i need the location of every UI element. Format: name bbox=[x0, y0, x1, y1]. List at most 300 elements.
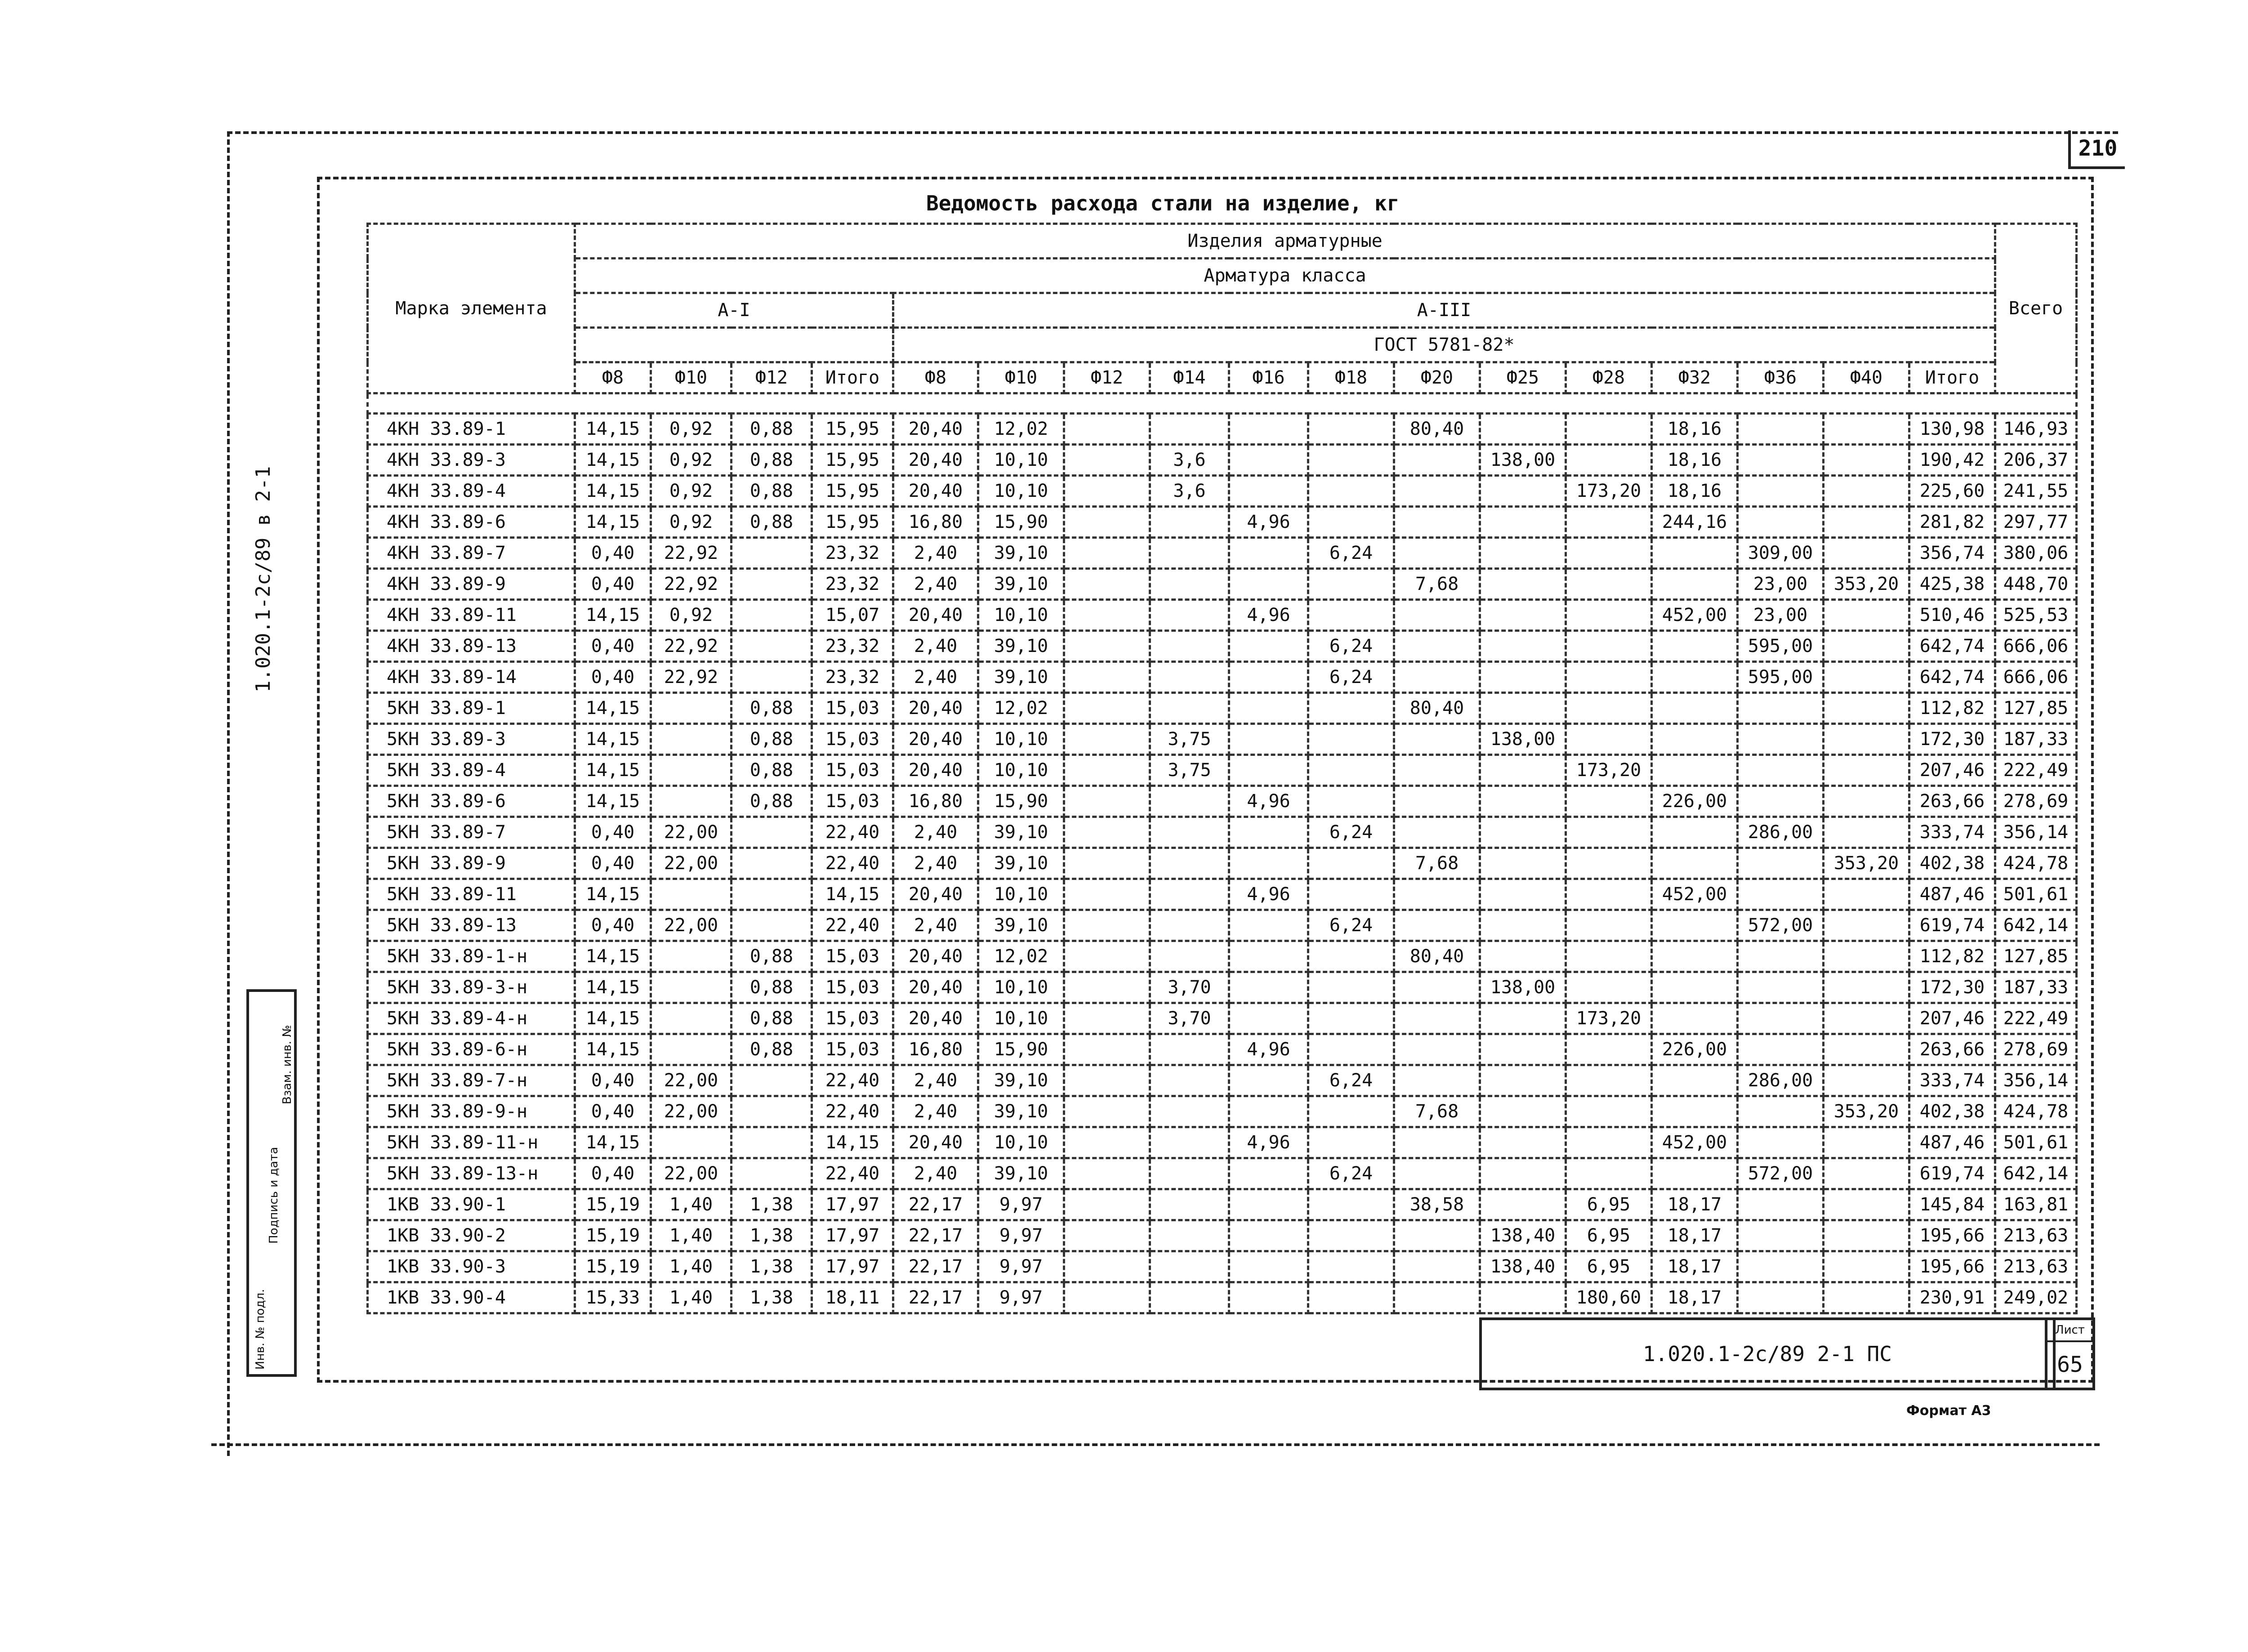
table-cell: 22,17 bbox=[893, 1251, 978, 1282]
table-cell bbox=[1652, 910, 1738, 941]
table-cell: 15,19 bbox=[575, 1251, 651, 1282]
table-cell bbox=[1064, 1034, 1150, 1065]
table-cell bbox=[1229, 724, 1308, 755]
table-cell bbox=[1064, 445, 1150, 476]
col-header-a3-2: Ф12 bbox=[1064, 362, 1150, 393]
table-cell: 39,10 bbox=[978, 1158, 1064, 1189]
title-block-code: 1.020.1-2с/89 2-1 ПС bbox=[1479, 1317, 2056, 1390]
table-cell bbox=[1308, 1189, 1394, 1220]
table-cell: 10,10 bbox=[978, 972, 1064, 1003]
table-cell: 18,11 bbox=[812, 1282, 893, 1313]
table-cell bbox=[731, 538, 812, 569]
table-cell: 9,97 bbox=[978, 1189, 1064, 1220]
table-cell: 249,02 bbox=[1995, 1282, 2077, 1313]
table-cell bbox=[651, 879, 731, 910]
table-cell bbox=[1229, 755, 1308, 786]
table-cell bbox=[1308, 1096, 1394, 1127]
table-cell: 7,68 bbox=[1394, 569, 1480, 600]
table-cell bbox=[1480, 569, 1566, 600]
cell-mark: 5КН 33.89-11-н bbox=[368, 1127, 575, 1158]
table-cell bbox=[1394, 1003, 1480, 1034]
table-cell: 207,46 bbox=[1909, 1003, 1995, 1034]
table-cell bbox=[1394, 476, 1480, 507]
table-cell: 17,97 bbox=[812, 1251, 893, 1282]
table-cell: 425,38 bbox=[1909, 569, 1995, 600]
table-cell bbox=[1229, 848, 1308, 879]
table-cell: 138,00 bbox=[1480, 445, 1566, 476]
side-document-code: 1.020.1-2с/89 в 2-1 bbox=[252, 466, 275, 692]
table-cell bbox=[1738, 879, 1824, 910]
table-cell: 18,16 bbox=[1652, 445, 1738, 476]
table-cell bbox=[1394, 538, 1480, 569]
table-row bbox=[368, 1158, 2077, 1189]
table-cell bbox=[1150, 1158, 1229, 1189]
table-cell bbox=[1824, 1034, 1909, 1065]
table-cell: 10,10 bbox=[978, 445, 1064, 476]
table-cell bbox=[1738, 972, 1824, 1003]
table-cell: 20,40 bbox=[893, 1003, 978, 1034]
table-cell bbox=[1652, 662, 1738, 693]
table-cell: 3,75 bbox=[1150, 755, 1229, 786]
table-cell: 14,15 bbox=[575, 414, 651, 445]
table-cell bbox=[1652, 724, 1738, 755]
table-cell: 356,14 bbox=[1995, 817, 2077, 848]
table-cell: 263,66 bbox=[1909, 786, 1995, 817]
stamp-label-signature: Подпись и дата bbox=[267, 1147, 281, 1244]
table-cell bbox=[1150, 1282, 1229, 1313]
col-header-a3-6: Ф20 bbox=[1394, 362, 1480, 393]
table-cell bbox=[1566, 600, 1652, 631]
table-cell: 173,20 bbox=[1566, 1003, 1652, 1034]
col-header-a3-11: Ф40 bbox=[1824, 362, 1909, 393]
table-cell: 356,14 bbox=[1995, 1065, 2077, 1096]
table-cell: 0,88 bbox=[731, 445, 812, 476]
table-cell: 0,40 bbox=[575, 538, 651, 569]
table-cell: 642,14 bbox=[1995, 1158, 2077, 1189]
stamp-label-inv: Инв. № подл. bbox=[254, 1289, 267, 1370]
table-cell bbox=[1229, 445, 1308, 476]
table-cell bbox=[1394, 1251, 1480, 1282]
table-cell: 15,95 bbox=[812, 476, 893, 507]
table-cell: 0,88 bbox=[731, 941, 812, 972]
table-cell: 80,40 bbox=[1394, 693, 1480, 724]
table-cell bbox=[1229, 817, 1308, 848]
table-cell: 15,03 bbox=[812, 1003, 893, 1034]
table-cell bbox=[1566, 507, 1652, 538]
table-cell: 6,24 bbox=[1308, 631, 1394, 662]
table-cell: 4,96 bbox=[1229, 1127, 1308, 1158]
col-header-a3-12: Итого bbox=[1909, 362, 1995, 393]
table-cell: 14,15 bbox=[812, 1127, 893, 1158]
table-cell bbox=[1150, 414, 1229, 445]
table-cell: 2,40 bbox=[893, 569, 978, 600]
table-cell bbox=[1150, 1096, 1229, 1127]
table-cell: 0,40 bbox=[575, 817, 651, 848]
table-cell: 20,40 bbox=[893, 600, 978, 631]
table-cell bbox=[1738, 1034, 1824, 1065]
table-cell: 572,00 bbox=[1738, 910, 1824, 941]
table-cell: 3,6 bbox=[1150, 476, 1229, 507]
table-cell bbox=[1652, 1065, 1738, 1096]
table-cell bbox=[1394, 879, 1480, 910]
table-cell bbox=[1480, 817, 1566, 848]
table-cell bbox=[1229, 1065, 1308, 1096]
table-cell bbox=[1150, 1065, 1229, 1096]
table-cell bbox=[1064, 1127, 1150, 1158]
table-cell: 195,66 bbox=[1909, 1220, 1995, 1251]
cell-mark: 5КН 33.89-4 bbox=[368, 755, 575, 786]
table-cell: 23,00 bbox=[1738, 600, 1824, 631]
table-cell bbox=[1738, 755, 1824, 786]
table-cell bbox=[1566, 414, 1652, 445]
table-cell: 39,10 bbox=[978, 1096, 1064, 1127]
table-cell bbox=[1394, 1065, 1480, 1096]
table-cell: 22,40 bbox=[812, 817, 893, 848]
table-cell: 452,00 bbox=[1652, 879, 1738, 910]
table-cell bbox=[1824, 631, 1909, 662]
table-cell: 14,15 bbox=[575, 1034, 651, 1065]
table-cell bbox=[1308, 1220, 1394, 1251]
table-cell: 222,49 bbox=[1995, 755, 2077, 786]
table-cell bbox=[1394, 507, 1480, 538]
table-cell bbox=[1480, 1127, 1566, 1158]
table-cell: 20,40 bbox=[893, 1127, 978, 1158]
table-cell bbox=[1480, 1189, 1566, 1220]
table-cell: 0,88 bbox=[731, 414, 812, 445]
table-cell bbox=[1480, 910, 1566, 941]
table-cell: 1,38 bbox=[731, 1282, 812, 1313]
table-cell bbox=[1394, 910, 1480, 941]
table-cell bbox=[651, 786, 731, 817]
table-cell bbox=[1738, 1127, 1824, 1158]
table-cell: 15,19 bbox=[575, 1220, 651, 1251]
table-cell: 173,20 bbox=[1566, 476, 1652, 507]
table-cell: 0,92 bbox=[651, 414, 731, 445]
table-cell: 10,10 bbox=[978, 755, 1064, 786]
table-cell bbox=[651, 693, 731, 724]
table-cell bbox=[1652, 848, 1738, 879]
table-cell: 14,15 bbox=[575, 1127, 651, 1158]
table-cell: 226,00 bbox=[1652, 786, 1738, 817]
table-cell bbox=[1738, 414, 1824, 445]
table-cell bbox=[1229, 1189, 1308, 1220]
table-cell bbox=[731, 569, 812, 600]
table-cell bbox=[1394, 631, 1480, 662]
table-cell bbox=[651, 1003, 731, 1034]
table-cell bbox=[1480, 848, 1566, 879]
table-cell: 22,40 bbox=[812, 848, 893, 879]
table-cell: 195,66 bbox=[1909, 1251, 1995, 1282]
stamp-label-replace: Взам. инв. № bbox=[281, 1025, 294, 1104]
table-cell bbox=[1150, 569, 1229, 600]
table-cell: 22,92 bbox=[651, 631, 731, 662]
table-cell bbox=[1738, 693, 1824, 724]
table-cell bbox=[1566, 941, 1652, 972]
table-cell: 23,32 bbox=[812, 662, 893, 693]
table-cell bbox=[1308, 724, 1394, 755]
table-cell: 80,40 bbox=[1394, 414, 1480, 445]
table-cell bbox=[651, 1127, 731, 1158]
table-cell bbox=[1566, 1096, 1652, 1127]
table-cell: 333,74 bbox=[1909, 817, 1995, 848]
table-cell bbox=[1480, 1034, 1566, 1065]
table-cell: 206,37 bbox=[1995, 445, 2077, 476]
column-headers-row bbox=[368, 362, 2077, 393]
table-cell bbox=[1308, 693, 1394, 724]
table-cell bbox=[651, 724, 731, 755]
table-cell: 424,78 bbox=[1995, 848, 2077, 879]
table-cell: 127,85 bbox=[1995, 693, 2077, 724]
table-cell bbox=[1064, 538, 1150, 569]
cell-mark: 5КН 33.89-7-н bbox=[368, 1065, 575, 1096]
table-cell: 15,33 bbox=[575, 1282, 651, 1313]
cell-mark: 4КН 33.89-1 bbox=[368, 414, 575, 445]
table-cell bbox=[731, 1127, 812, 1158]
table-cell bbox=[1480, 414, 1566, 445]
table-cell: 2,40 bbox=[893, 1158, 978, 1189]
table-cell bbox=[1824, 476, 1909, 507]
table-cell: 18,17 bbox=[1652, 1189, 1738, 1220]
cell-mark: 5КН 33.89-9-н bbox=[368, 1096, 575, 1127]
table-cell: 15,95 bbox=[812, 507, 893, 538]
table-cell: 15,95 bbox=[812, 445, 893, 476]
table-cell: 22,40 bbox=[812, 910, 893, 941]
table-cell: 402,38 bbox=[1909, 1096, 1995, 1127]
table-cell: 9,97 bbox=[978, 1220, 1064, 1251]
table-cell bbox=[1652, 817, 1738, 848]
table-cell bbox=[1566, 1127, 1652, 1158]
table-cell: 4,96 bbox=[1229, 507, 1308, 538]
table-cell bbox=[651, 755, 731, 786]
table-cell: 20,40 bbox=[893, 941, 978, 972]
table-cell bbox=[1480, 755, 1566, 786]
table-cell bbox=[1150, 786, 1229, 817]
table-cell bbox=[1394, 1034, 1480, 1065]
table-cell: 595,00 bbox=[1738, 662, 1824, 693]
table-cell bbox=[1738, 1003, 1824, 1034]
col-header-a1-0: Ф8 bbox=[575, 362, 651, 393]
table-cell bbox=[1394, 786, 1480, 817]
table-cell: 39,10 bbox=[978, 662, 1064, 693]
table-cell bbox=[1566, 724, 1652, 755]
table-cell: 207,46 bbox=[1909, 755, 1995, 786]
table-cell: 0,40 bbox=[575, 910, 651, 941]
table-cell: 14,15 bbox=[575, 786, 651, 817]
table-cell bbox=[1394, 662, 1480, 693]
table-cell: 173,20 bbox=[1566, 755, 1652, 786]
cell-mark: 5КН 33.89-6-н bbox=[368, 1034, 575, 1065]
table-cell bbox=[1394, 724, 1480, 755]
table-cell: 297,77 bbox=[1995, 507, 2077, 538]
header-a1-empty bbox=[575, 328, 893, 362]
table-cell: 22,00 bbox=[651, 910, 731, 941]
table-cell bbox=[1064, 755, 1150, 786]
table-cell bbox=[1738, 1189, 1824, 1220]
table-cell bbox=[1480, 631, 1566, 662]
table-cell bbox=[1229, 414, 1308, 445]
table-cell: 1,40 bbox=[651, 1189, 731, 1220]
table-cell bbox=[1480, 507, 1566, 538]
table-cell: 14,15 bbox=[575, 1003, 651, 1034]
cell-mark: 5КН 33.89-1 bbox=[368, 693, 575, 724]
table-cell: 10,10 bbox=[978, 600, 1064, 631]
table-cell: 501,61 bbox=[1995, 1127, 2077, 1158]
table-cell bbox=[1824, 1158, 1909, 1189]
table-cell: 15,07 bbox=[812, 600, 893, 631]
table-cell: 38,58 bbox=[1394, 1189, 1480, 1220]
table-cell: 1,40 bbox=[651, 1282, 731, 1313]
table-cell bbox=[1308, 972, 1394, 1003]
col-header-a3-0: Ф8 bbox=[893, 362, 978, 393]
table-cell: 666,06 bbox=[1995, 631, 2077, 662]
table-cell: 3,70 bbox=[1150, 1003, 1229, 1034]
table-cell: 241,55 bbox=[1995, 476, 2077, 507]
table-cell bbox=[1566, 879, 1652, 910]
table-row bbox=[368, 569, 2077, 600]
table-row bbox=[368, 476, 2077, 507]
table-row bbox=[368, 662, 2077, 693]
table-cell bbox=[731, 1065, 812, 1096]
table-cell: 130,98 bbox=[1909, 414, 1995, 445]
col-header-a3-7: Ф25 bbox=[1480, 362, 1566, 393]
cell-mark: 4КН 33.89-4 bbox=[368, 476, 575, 507]
table-cell bbox=[1652, 972, 1738, 1003]
col-header-a1-3: Итого bbox=[812, 362, 893, 393]
table-cell bbox=[1824, 910, 1909, 941]
table-cell: 39,10 bbox=[978, 848, 1064, 879]
table-cell: 10,10 bbox=[978, 476, 1064, 507]
table-cell bbox=[1480, 693, 1566, 724]
table-cell: 14,15 bbox=[575, 693, 651, 724]
table-cell: 22,92 bbox=[651, 569, 731, 600]
table-cell bbox=[1738, 1282, 1824, 1313]
cell-mark: 1КВ 33.90-3 bbox=[368, 1251, 575, 1282]
cell-mark: 5КН 33.89-3 bbox=[368, 724, 575, 755]
table-cell: 281,82 bbox=[1909, 507, 1995, 538]
table-cell bbox=[1308, 569, 1394, 600]
table-cell: 333,74 bbox=[1909, 1065, 1995, 1096]
table-cell: 180,60 bbox=[1566, 1282, 1652, 1313]
table-cell: 12,02 bbox=[978, 693, 1064, 724]
table-cell bbox=[1566, 1158, 1652, 1189]
cell-mark: 4КН 33.89-13 bbox=[368, 631, 575, 662]
table-cell: 112,82 bbox=[1909, 941, 1995, 972]
table-cell: 39,10 bbox=[978, 538, 1064, 569]
table-cell bbox=[1064, 972, 1150, 1003]
table-cell: 22,00 bbox=[651, 817, 731, 848]
table-cell: 642,14 bbox=[1995, 910, 2077, 941]
cell-mark: 1КВ 33.90-4 bbox=[368, 1282, 575, 1313]
table-cell bbox=[1824, 662, 1909, 693]
table-cell bbox=[1824, 817, 1909, 848]
table-cell bbox=[731, 879, 812, 910]
table-cell: 244,16 bbox=[1652, 507, 1738, 538]
table-cell bbox=[1229, 662, 1308, 693]
header-a1: А-I bbox=[575, 293, 893, 328]
table-cell: 12,02 bbox=[978, 414, 1064, 445]
table-cell: 22,17 bbox=[893, 1282, 978, 1313]
table-cell bbox=[1150, 1251, 1229, 1282]
table-cell: 424,78 bbox=[1995, 1096, 2077, 1127]
table-cell: 18,16 bbox=[1652, 476, 1738, 507]
table-cell bbox=[1150, 817, 1229, 848]
table-cell bbox=[1480, 1158, 1566, 1189]
table-cell bbox=[1064, 910, 1150, 941]
table-cell bbox=[1308, 1034, 1394, 1065]
table-cell: 6,24 bbox=[1308, 538, 1394, 569]
table-row bbox=[368, 910, 2077, 941]
table-cell bbox=[1824, 755, 1909, 786]
table-cell: 39,10 bbox=[978, 1065, 1064, 1096]
table-cell bbox=[1394, 817, 1480, 848]
table-row bbox=[368, 1127, 2077, 1158]
table-row bbox=[368, 879, 2077, 910]
table-cell bbox=[1824, 879, 1909, 910]
table-cell: 23,32 bbox=[812, 631, 893, 662]
table-cell: 0,92 bbox=[651, 476, 731, 507]
table-cell: 10,10 bbox=[978, 1127, 1064, 1158]
table-cell bbox=[1150, 1127, 1229, 1158]
table-cell bbox=[1150, 693, 1229, 724]
table-cell bbox=[1824, 941, 1909, 972]
table-cell: 12,02 bbox=[978, 941, 1064, 972]
table-cell: 187,33 bbox=[1995, 724, 2077, 755]
cell-mark: 4КН 33.89-9 bbox=[368, 569, 575, 600]
table-cell: 22,92 bbox=[651, 538, 731, 569]
table-body bbox=[368, 393, 2077, 1313]
table-row bbox=[368, 972, 2077, 1003]
table-cell: 2,40 bbox=[893, 538, 978, 569]
table-cell bbox=[1229, 1158, 1308, 1189]
table-cell: 0,88 bbox=[731, 507, 812, 538]
table-cell bbox=[1150, 941, 1229, 972]
table-cell: 15,03 bbox=[812, 786, 893, 817]
col-header-a3-8: Ф28 bbox=[1566, 362, 1652, 393]
table-cell bbox=[1738, 1220, 1824, 1251]
table-row bbox=[368, 693, 2077, 724]
table-cell bbox=[1229, 910, 1308, 941]
table-cell: 642,74 bbox=[1909, 662, 1995, 693]
table-cell: 22,40 bbox=[812, 1096, 893, 1127]
table-cell: 3,75 bbox=[1150, 724, 1229, 755]
table-row bbox=[368, 631, 2077, 662]
table-cell bbox=[1308, 941, 1394, 972]
table-cell bbox=[1738, 941, 1824, 972]
table-cell: 353,20 bbox=[1824, 569, 1909, 600]
cell-mark: 5КН 33.89-7 bbox=[368, 817, 575, 848]
table-cell bbox=[1824, 693, 1909, 724]
table-cell bbox=[1824, 600, 1909, 631]
table-cell bbox=[1308, 445, 1394, 476]
table-cell bbox=[1824, 786, 1909, 817]
table-cell: 146,93 bbox=[1995, 414, 2077, 445]
table-cell: 39,10 bbox=[978, 817, 1064, 848]
table-cell: 595,00 bbox=[1738, 631, 1824, 662]
header-products: Изделия арматурные bbox=[575, 224, 1995, 259]
table-cell: 3,70 bbox=[1150, 972, 1229, 1003]
table-cell: 20,40 bbox=[893, 755, 978, 786]
cell-mark: 5КН 33.89-13 bbox=[368, 910, 575, 941]
table-cell bbox=[731, 1096, 812, 1127]
table-cell bbox=[1229, 1282, 1308, 1313]
page-number: 210 bbox=[2068, 130, 2125, 169]
table-cell: 18,17 bbox=[1652, 1220, 1738, 1251]
table-cell: 2,40 bbox=[893, 910, 978, 941]
col-header-a3-1: Ф10 bbox=[978, 362, 1064, 393]
header-mark: Марка элемента bbox=[368, 224, 575, 393]
table-cell bbox=[1394, 1158, 1480, 1189]
table-cell bbox=[1566, 1034, 1652, 1065]
